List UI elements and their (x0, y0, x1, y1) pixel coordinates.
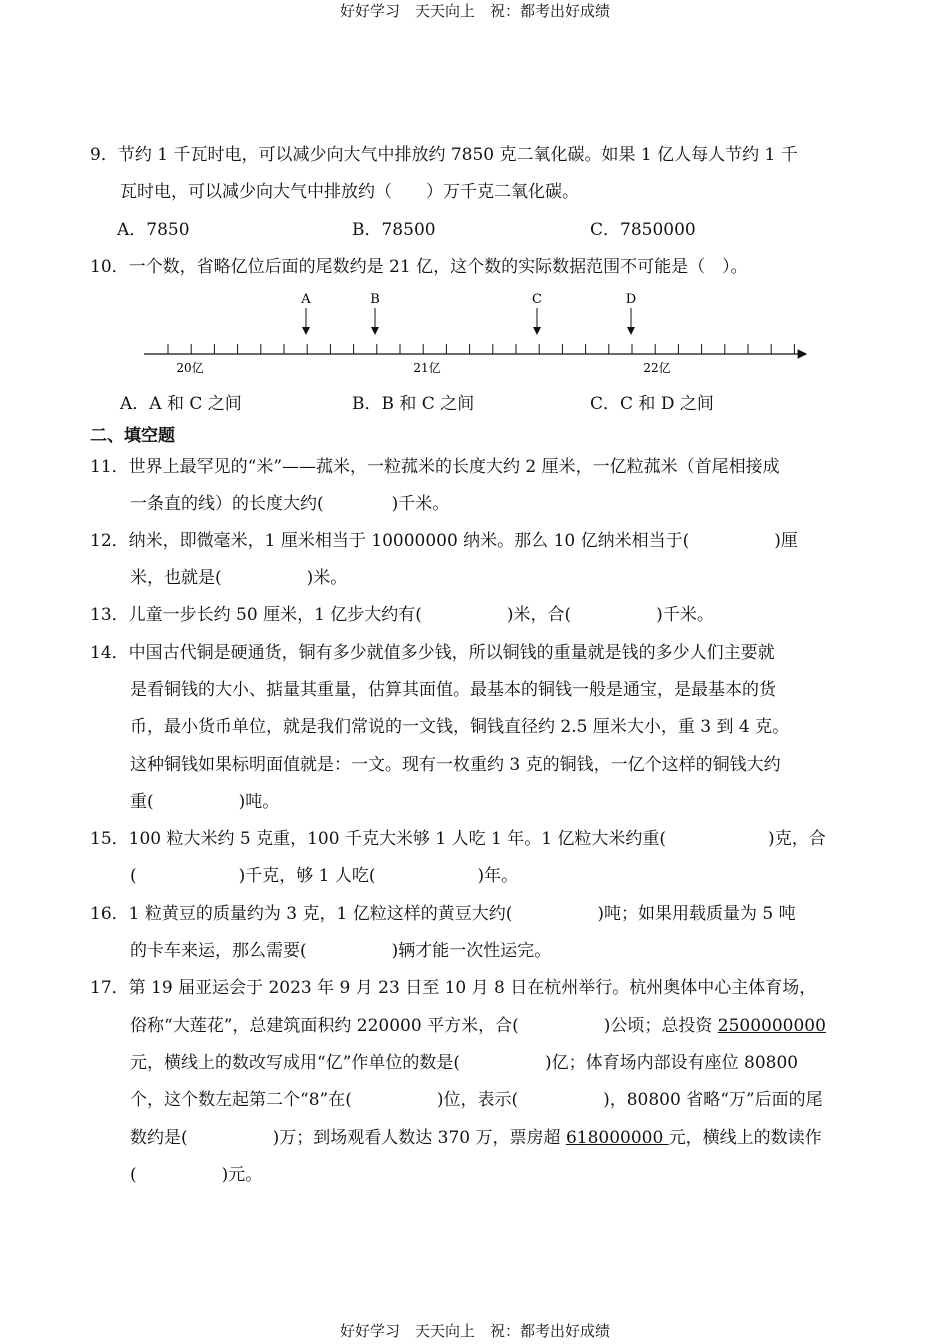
marker-c-label: C (532, 292, 542, 307)
q12-line-2: 米，也就是( )米。 (130, 568, 348, 588)
q9-line-1: 9．节约 1 千瓦时电，可以减少向大气中排放约 7850 克二氧化碳。如果 1 亿人每人节约 1 千 (90, 145, 798, 165)
q9-option-b: B．78500 (352, 220, 436, 240)
q14-line-4: 这种铜钱如果标明面值就是：一文。现有一枚重约 3 克的铜钱，一亿个这样的铜钱大约 (130, 755, 781, 775)
q15-line-2: ( )千克，够 1 人吃( )年。 (130, 866, 519, 886)
q9-option-a: A．7850 (117, 220, 190, 240)
marker-b-label: B (370, 292, 380, 307)
number-line-figure (130, 288, 820, 380)
q17-line-5-text-a: 数约是( )万；到场观看人数达 370 万，票房超 (130, 1128, 566, 1148)
page-footer: 好好学习 天天向上 祝：都考出好成绩 (339, 1322, 610, 1340)
q10-option-a: A．A 和 C 之间 (120, 394, 242, 414)
marker-d-label: D (625, 292, 637, 307)
q17-underlined-investment: 2500000000 (717, 1016, 826, 1036)
q16-line-2: 的卡车来运，那么需要( )辆才能一次性运完。 (130, 941, 552, 961)
marker-a-label: A (301, 292, 311, 307)
section-title: 二、填空题 (90, 426, 175, 446)
q17-line-1: 17．第 19 届亚运会于 2023 年 9 月 23 日至 10 月 8 日在杭州举行。杭州奥体中心主体育场， (90, 978, 817, 998)
q14-line-1: 14．中国古代铜是硬通货，铜有多少就值多少钱，所以铜钱的重量就是钱的多少人们主要就 (90, 643, 775, 663)
q17-line-2 (130, 1014, 826, 1038)
q10-option-c: C．C 和 D 之间 (590, 394, 714, 414)
q11-line-1: 11．世界上最罕见的“米”——菰米，一粒菰米的长度大约 2 厘米，一亿粒菰米（首尾相接成 (90, 457, 780, 477)
marker-d (626, 292, 636, 334)
page-header: 好好学习 天天向上 祝：都考出好成绩 (339, 2, 610, 20)
q10-option-b: B．B 和 C 之间 (352, 394, 475, 414)
q16-line-1: 16．1 粒黄豆的质量约为 3 克，1 亿粒这样的黄豆大约( )吨；如果用载质量为 5 吨 (90, 904, 796, 924)
q12-line-1: 12．纳米，即微毫米，1 厘米相当于 10000000 纳米。那么 10 亿纳米相当于( )厘 (90, 531, 798, 551)
q17-line-3: 元，横线上的数改写成用“亿”作单位的数是( )亿；体育场内部设有座位 80800 (130, 1053, 799, 1073)
q14-line-3: 币，最小货币单位，就是我们常说的一文钱，铜钱直径约 2.5 厘米大小，重 3 到 4 克。 (130, 717, 790, 737)
tick-label-22yi: 22亿 (643, 361, 671, 375)
q17-line-5-text-b: 元，横线上的数读作 (668, 1128, 822, 1148)
q13-line-1: 13．儿童一步长约 50 厘米，1 亿步大约有( )米，合( )千米。 (90, 605, 714, 625)
q10-line-1: 10．一个数，省略亿位后面的尾数约是 21 亿，这个数的实际数据范围不可能是（ ）。 (90, 257, 748, 277)
marker-a (300, 292, 311, 334)
marker-b (370, 292, 380, 334)
q17-line-5 (130, 1126, 822, 1150)
q9-option-c: C．7850000 (590, 220, 696, 240)
marker-c (532, 292, 542, 334)
q17-line-6: ( )元。 (130, 1165, 263, 1185)
q17-line-4: 个，这个数左起第二个“8”在( )位，表示( )，80800 省略“万”后面的尾 (130, 1090, 823, 1110)
q14-line-5: 重( )吨。 (130, 792, 280, 812)
number-line-ticks (168, 344, 794, 354)
tick-label-21yi: 21亿 (413, 361, 441, 375)
q17-line-2-text: 俗称“大莲花”，总建筑面积约 220000 平方米，合( )公顷；总投资 (130, 1016, 718, 1036)
q17-underlined-boxoffice: 618000000 (565, 1128, 669, 1148)
tick-label-20yi: 20亿 (176, 361, 204, 375)
q11-line-2: 一条直的线）的长度大约( )千米。 (130, 494, 450, 514)
q14-line-2: 是看铜钱的大小、掂量其重量，估算其面值。最基本的铜钱一般是通宝，是最基本的货 (130, 680, 776, 700)
q15-line-1: 15．100 粒大米约 5 克重，100 千克大米够 1 人吃 1 年。1 亿粒大米约重( )克，合 (90, 829, 826, 849)
q9-line-2: 瓦时电，可以减少向大气中排放约（ ）万千克二氧化碳。 (120, 182, 579, 202)
